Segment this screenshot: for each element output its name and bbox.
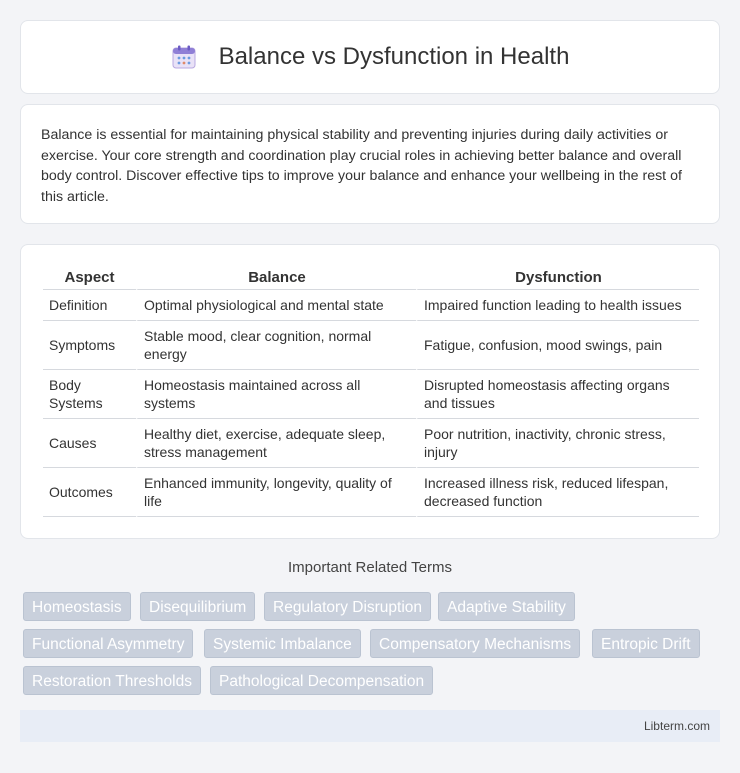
footer [20, 710, 720, 742]
column-header-dysfunction: Dysfunction [416, 265, 699, 290]
table-row [43, 370, 699, 419]
header-card [20, 20, 720, 94]
related-term-tag[interactable]: Functional Asymmetry [23, 629, 193, 658]
table-cell-aspect: Body Systems [43, 370, 136, 419]
table-cell-balance: Homeostasis maintained across all systems [136, 370, 416, 419]
page-title: Balance vs Dysfunction in Health [218, 43, 570, 70]
table-cell-dysfunction: Impaired function leading to health issues [416, 290, 699, 321]
table-cell-dysfunction: Fatigue, confusion, mood swings, pain [416, 321, 699, 370]
table-cell-aspect: Definition [43, 290, 136, 321]
table-cell-balance: Enhanced immunity, longevity, quality of life [136, 468, 416, 517]
table-cell-dysfunction: Disrupted homeostasis affecting organs and tissues [416, 370, 699, 419]
table-cell-balance: Optimal physiological and mental state [136, 290, 416, 321]
column-header-aspect: Aspect [43, 265, 136, 290]
related-term-tag[interactable]: Systemic Imbalance [204, 629, 361, 658]
related-term-tag[interactable]: Adaptive Stability [438, 592, 575, 621]
footer-site-link[interactable]: Libterm.com [643, 719, 710, 733]
table-row [43, 419, 699, 468]
column-header-balance: Balance [136, 265, 416, 290]
table-row [43, 468, 699, 517]
related-terms-heading: Important Related Terms [288, 559, 452, 576]
intro-card [20, 104, 720, 224]
table-cell-dysfunction: Poor nutrition, inactivity, chronic stress, injury [416, 419, 699, 468]
table-cell-balance: Stable mood, clear cognition, normal energy [136, 321, 416, 370]
related-term-tag[interactable]: Homeostasis [23, 592, 131, 621]
comparison-table [43, 265, 699, 517]
table-cell-aspect: Outcomes [43, 468, 136, 517]
comparison-table-card [20, 244, 720, 539]
table-cell-aspect: Symptoms [43, 321, 136, 370]
related-term-tag[interactable]: Regulatory Disruption [264, 592, 431, 621]
table-cell-dysfunction: Increased illness risk, reduced lifespan, decreased function [416, 468, 699, 517]
related-term-tag[interactable]: Entropic Drift [592, 629, 700, 658]
related-term-tag[interactable]: Restoration Thresholds [23, 666, 201, 695]
related-term-tag[interactable]: Pathological Decompensation [210, 666, 433, 695]
related-term-tag[interactable]: Compensatory Mechanisms [370, 629, 580, 658]
table-row [43, 321, 699, 370]
intro-paragraph: Balance is essential for maintaining physical stability and preventing injuries during daily activities or exercise. Your core strength and coordination play crucial roles in achieving better balance and overall body control. Discover effective tips to improve your balance and enhance your wellbeing in the rest of this article. [41, 127, 682, 205]
related-term-tag[interactable]: Disequilibrium [140, 592, 255, 621]
table-row [43, 290, 699, 321]
table-cell-balance: Healthy diet, exercise, adequate sleep, stress management [136, 419, 416, 468]
calendar-icon [171, 44, 197, 70]
table-header-row [43, 265, 699, 290]
table-cell-aspect: Causes [43, 419, 136, 468]
